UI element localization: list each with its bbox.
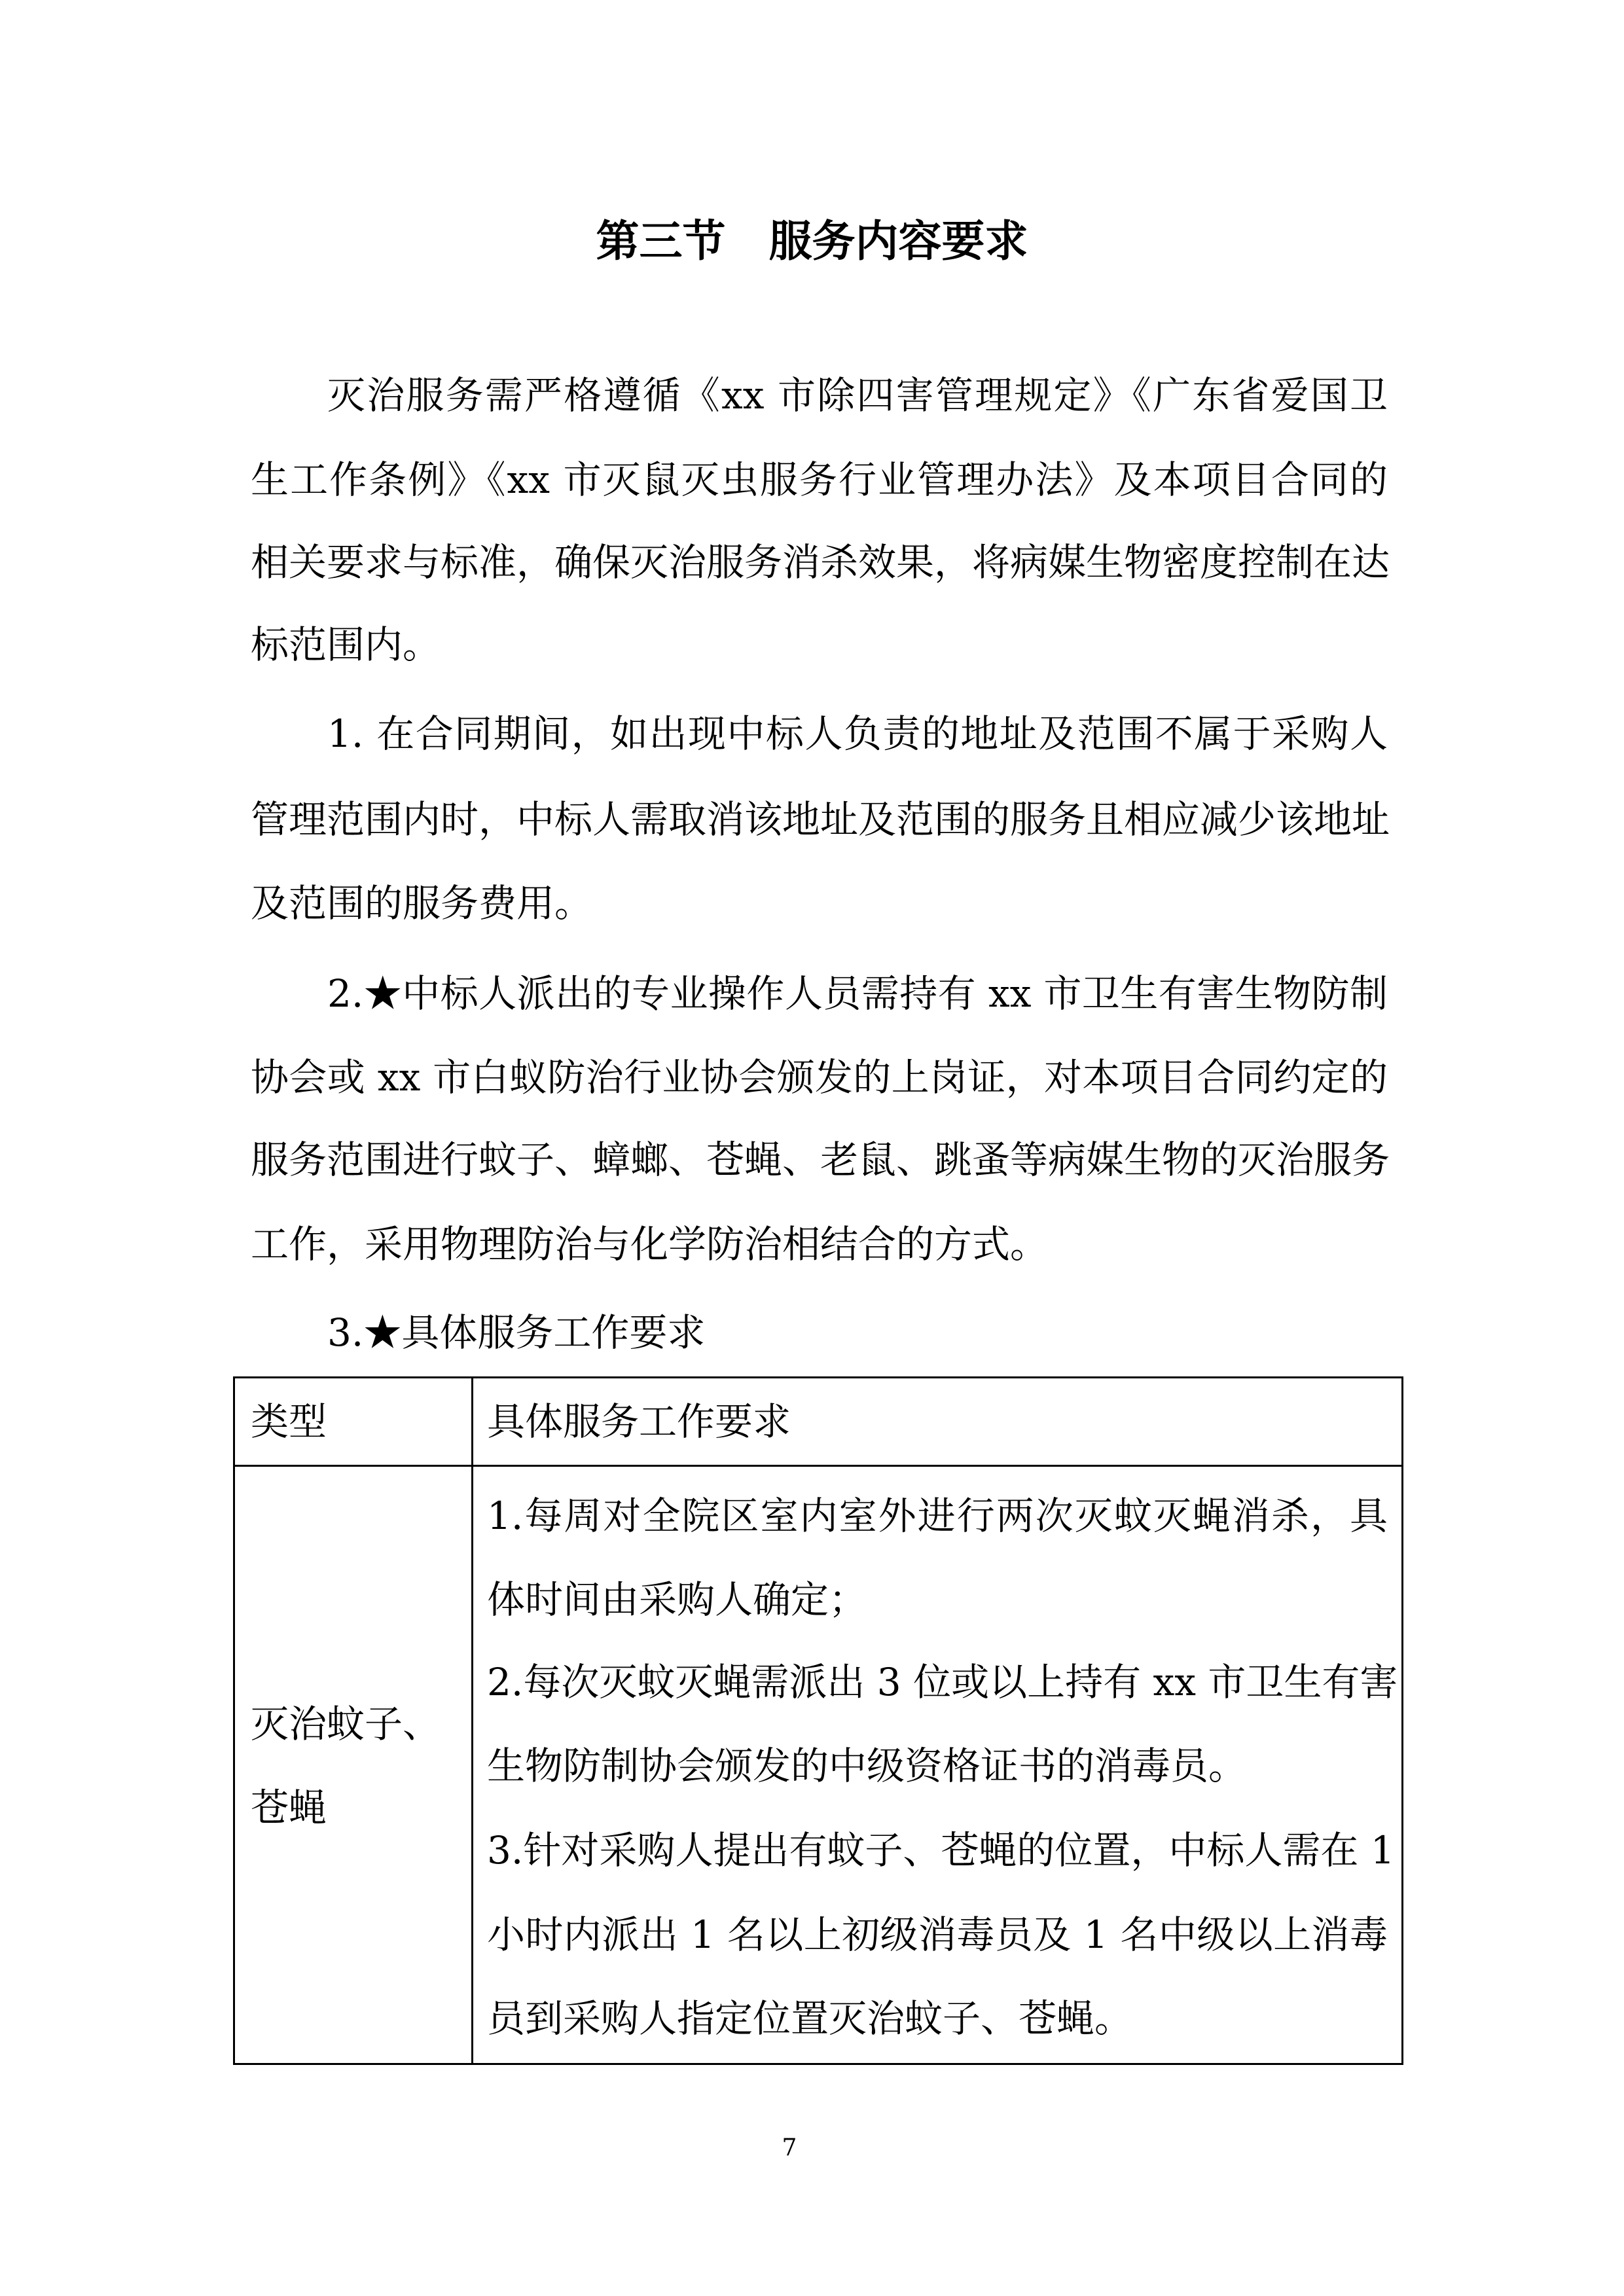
- item1-line: 及范围的服务费用。: [251, 881, 593, 925]
- item1-line: 管理范围内时，中标人需取消该地址及范围的服务且相应减少该地址: [251, 797, 1390, 842]
- table-cell-requirement-line: 1.每周对全院区室内室外进行两次灭蚊灭蝇消杀，具: [487, 1494, 1388, 1538]
- table-cell-requirement-line: 生物防制协会颁发的中级资格证书的消毒员。: [487, 1744, 1247, 1788]
- table-border-right: [1401, 1376, 1403, 2065]
- item2-line: 2.★中标人派出的专业操作人员需持有 xx 市卫生有害生物防制: [327, 971, 1388, 1016]
- page-number: 7: [782, 2134, 797, 2161]
- item2-line: 协会或 xx 市白蚁防治行业协会颁发的上岗证，对本项目合同约定的: [251, 1055, 1388, 1100]
- item1-line: 1. 在合同期间，如出现中标人负责的地址及范围不属于采购人: [327, 711, 1388, 756]
- table-border-top: [233, 1376, 1403, 1378]
- intro-line: 灭治服务需严格遵循《xx 市除四害管理规定》《广东省爱国卫: [327, 373, 1388, 418]
- table-cell-requirement-line: 3.针对采购人提出有蚊子、苍蝇的位置，中标人需在 1: [487, 1828, 1395, 1873]
- table-cell-requirement-line: 体时间由采购人确定；: [487, 1577, 867, 1622]
- table-header-type: 类型: [251, 1399, 327, 1444]
- table-cell-requirement-line: 2.每次灭蚊灭蝇需派出 3 位或以上持有 xx 市卫生有害: [487, 1660, 1398, 1704]
- table-header-divider: [233, 1465, 1403, 1467]
- section-title: 第三节 服务内容要求: [596, 215, 1028, 266]
- table-border-left: [233, 1376, 235, 2065]
- item2-line: 工作，采用物理防治与化学防治相结合的方式。: [251, 1222, 1049, 1266]
- intro-line: 标范围内。: [251, 622, 441, 667]
- table-header-requirement: 具体服务工作要求: [487, 1399, 791, 1444]
- item2-line: 服务范围进行蚊子、蟑螂、苍蝇、老鼠、跳蚤等病媒生物的灭治服务: [251, 1138, 1390, 1182]
- table-cell-requirement-line: 小时内派出 1 名以上初级消毒员及 1 名中级以上消毒: [487, 1912, 1388, 1957]
- table-cell-type: 灭治蚊子、: [251, 1702, 441, 1746]
- intro-line: 相关要求与标准，确保灭治服务消杀效果，将病媒生物密度控制在达: [251, 540, 1390, 584]
- table-border-bottom: [233, 2063, 1403, 2065]
- table-cell-type: 苍蝇: [251, 1785, 327, 1830]
- intro-line: 生工作条例》《xx 市灭鼠灭虫服务行业管理办法》及本项目合同的: [251, 457, 1388, 502]
- table-column-divider: [471, 1376, 473, 2065]
- item3-heading: 3.★具体服务工作要求: [327, 1310, 706, 1355]
- table-cell-requirement-line: 员到采购人指定位置灭治蚊子、苍蝇。: [487, 1996, 1133, 2041]
